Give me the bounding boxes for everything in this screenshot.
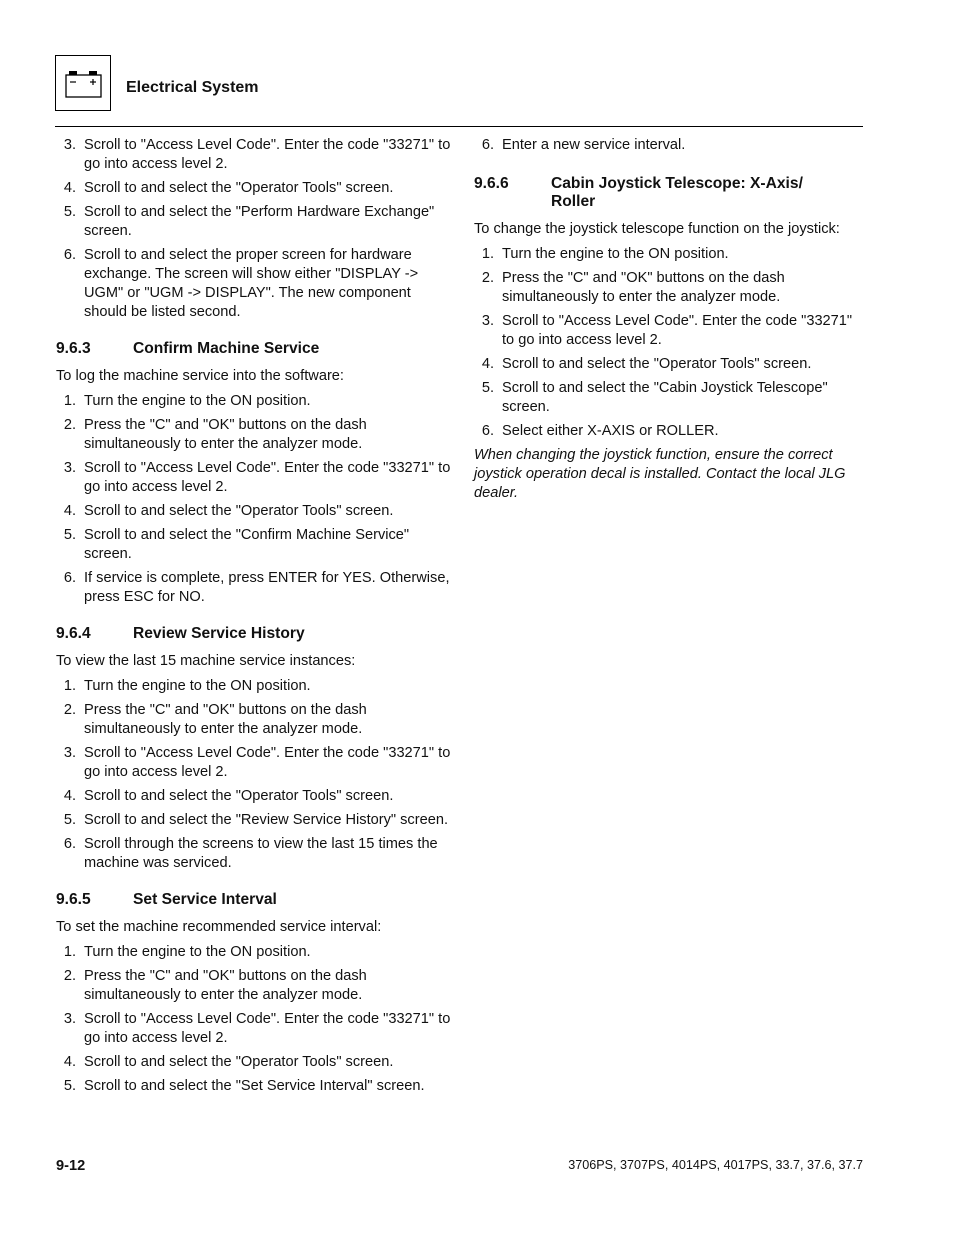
item-text: If service is complete, press ENTER for YES. Otherwise, press ESC for NO. [84,570,450,605]
item-text: Scroll to "Access Level Code". Enter the code "33271" to go into access level 2. [84,1011,451,1046]
item-text: Turn the engine to the ON position. [502,246,729,262]
item-number: 2. [63,702,76,718]
item-number: 5. [63,204,76,220]
list-item [56,811,451,830]
section-intro: To log the machine service into the software: [56,368,344,384]
section-heading-title: Review Service History [133,625,305,642]
item-text: Scroll to and select the "Operator Tools" screen. [84,180,394,196]
section-number: 9.6.6 [474,175,509,192]
item-number: 1. [63,393,76,409]
item-number: 3. [63,745,76,761]
item-text: Scroll to "Access Level Code". Enter the code "33271" to go into access level 2. [502,313,853,348]
item-text: Turn the engine to the ON position. [84,393,311,409]
item-text: Scroll to and select the "Cabin Joystick Telescope" screen. [502,380,828,415]
item-number: 4. [63,788,76,804]
item-number: 2. [63,968,76,984]
item-number: 6. [63,247,76,263]
list-item [56,943,451,962]
item-number: 2. [63,417,76,433]
list-item [474,379,866,417]
section-intro: To change the joystick telescope function on the joystick: [474,221,840,237]
item-text: Scroll to "Access Level Code". Enter the code "33271" to go into access level 2. [84,745,451,780]
section-9-6-4 [56,625,451,873]
list-item [56,502,451,521]
item-number: 1. [63,678,76,694]
model-list: 3706PS, 3707PS, 4014PS, 4017PS, 33.7, 37.6, 37.7 [568,1158,863,1172]
item-number: 3. [63,460,76,476]
battery-icon-box [55,55,111,111]
page-number: 9-12 [56,1158,86,1174]
list-item [56,835,451,873]
list-item [56,179,451,198]
item-number: 6. [63,570,76,586]
item-text: Press the "C" and "OK" buttons on the dash simultaneously to enter the analyzer mode. [84,417,367,452]
list-item [56,203,451,241]
section-heading-title: Confirm Machine Service [133,340,320,357]
list-item [474,355,866,374]
list-item [474,269,866,307]
item-number: 5. [63,527,76,543]
list-item [56,744,451,782]
left-intro-list [56,136,451,322]
list-item [56,416,451,454]
list-item [56,967,451,1005]
list-item [474,245,866,264]
list-item [474,312,866,350]
item-number: 6. [481,423,494,439]
section-heading-title: Set Service Interval [133,891,277,908]
caution-note: When changing the joystick function, ensure the correct joystick operation decal is installed. Contact the local JLG dealer. [474,447,846,501]
list-item [56,701,451,739]
section-title: Electrical System [126,79,259,96]
item-text: Scroll to and select the "Operator Tools" screen. [84,1054,394,1070]
list-item [56,569,451,607]
list-item [56,677,451,696]
item-text: Scroll to and select the "Review Service History" screen. [84,812,448,828]
section-intro: To view the last 15 machine service instances: [56,653,356,669]
item-text: Scroll to and select the "Perform Hardware Exchange" screen. [84,204,435,239]
list-item [56,246,451,322]
item-number: 6. [63,836,76,852]
item-text: Scroll to "Access Level Code". Enter the code "33271" to go into access level 2. [84,137,451,172]
item-text: Scroll to and select the proper screen for hardware exchange. The screen will show either "DISPLAY -> UGM" or "UGM -> DISPLAY". The new component should be listed second. [84,247,419,320]
item-number: 3. [481,313,494,329]
item-number: 3. [63,137,76,153]
item-text: Turn the engine to the ON position. [84,944,311,960]
header-rule [55,126,863,127]
item-text: Enter a new service interval. [502,137,686,153]
item-number: 2. [481,270,494,286]
item-number: 1. [63,944,76,960]
item-text: Scroll through the screens to view the last 15 times the machine was serviced. [84,836,438,871]
item-text: Press the "C" and "OK" buttons on the dash simultaneously to enter the analyzer mode. [84,968,367,1003]
right-column [474,136,866,503]
item-text: Press the "C" and "OK" buttons on the dash simultaneously to enter the analyzer mode. [502,270,785,305]
item-text: Scroll to "Access Level Code". Enter the code "33271" to go into access level 2. [84,460,451,495]
battery-icon [65,69,103,99]
section-number: 9.6.3 [56,340,91,357]
section-number: 9.6.5 [56,891,91,908]
list-item [56,526,451,564]
item-text: Select either X-AXIS or ROLLER. [502,423,719,439]
list-item [474,422,866,441]
list-item [56,1053,451,1072]
section-9-6-5 [56,891,451,1096]
section-intro: To set the machine recommended service interval: [56,919,382,935]
section-9-6-6 [474,175,866,503]
item-number: 1. [481,246,494,262]
section-heading [56,891,451,909]
item-text: Scroll to and select the "Operator Tools" screen. [84,788,394,804]
item-text: Scroll to and select the "Confirm Machine Service" screen. [84,527,410,562]
list-item [56,136,451,174]
item-number: 4. [63,180,76,196]
item-text: Press the "C" and "OK" buttons on the dash simultaneously to enter the analyzer mode. [84,702,367,737]
list-item [56,787,451,806]
item-number: 4. [481,356,494,372]
left-column [56,136,451,1101]
item-number: 5. [63,1078,76,1094]
item-text: Scroll to and select the "Set Service Interval" screen. [84,1078,425,1094]
list-item [56,1077,451,1096]
section-heading [56,625,451,643]
item-number: 6. [481,137,494,153]
section-9-6-3 [56,340,451,607]
list-item [56,392,451,411]
section-heading [474,175,866,211]
section-heading-title: Cabin Joystick Telescope: X-Axis/ Roller [551,175,803,210]
item-number: 5. [481,380,494,396]
section-heading [56,340,451,358]
item-number: 4. [63,1054,76,1070]
item-number: 3. [63,1011,76,1027]
section-number: 9.6.4 [56,625,91,642]
item-number: 5. [63,812,76,828]
item-text: Turn the engine to the ON position. [84,678,311,694]
list-item [56,459,451,497]
list-item [474,136,866,155]
item-text: Scroll to and select the "Operator Tools" screen. [84,503,394,519]
item-number: 4. [63,503,76,519]
list-item [56,1010,451,1048]
item-text: Scroll to and select the "Operator Tools" screen. [502,356,812,372]
